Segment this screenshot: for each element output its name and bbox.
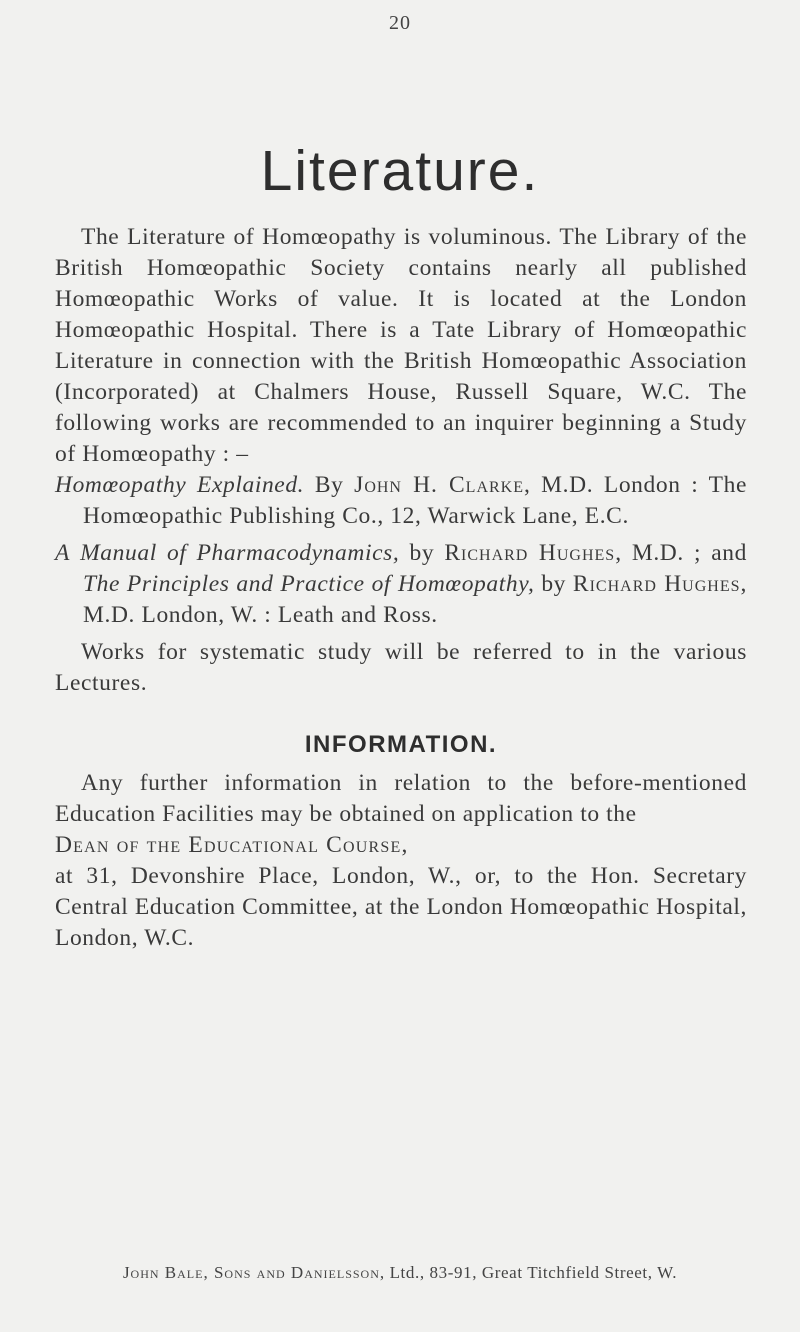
- address-paragraph: at 31, Devonshire Place, London, W., or, to the Hon. Secretary Central Education Committee, at the London Homœopathic Hospital, London, W.C.: [55, 863, 747, 951]
- book-entry-pharmacodynamics: [55, 538, 747, 631]
- body-text: [55, 222, 747, 954]
- page-number: 20: [389, 12, 411, 34]
- page-title: Literature.: [260, 139, 540, 203]
- works-note: Works for systematic study will be referred to in the various Lectures.: [55, 639, 747, 696]
- publisher-info: , M.D. London : The Homœopathic Publishing Co., 12, Warwick Lane, E.C.: [83, 472, 747, 529]
- intro-paragraph: The Literature of Homœopathy is voluminous. The Library of the British Homœopathic Society contains nearly all published Homœopathic Works of value. It is located at the London Homœopathic Hospital. There is a Tate Library of Homœopathic Literature in connection with the British Homœopathic Association (Incorporated) at Chalmers House, Russell Square, W.C. The following works are recommended to an inquirer beginning a Study of Homœopathy : –: [55, 224, 747, 467]
- information-paragraph: Any further information in relation to the before-mentioned Education Facilities may be obtained on application to the: [55, 770, 747, 827]
- information-heading: INFORMATION.: [304, 731, 498, 758]
- author-name: Richard Hughes: [444, 540, 616, 566]
- book-entry-homoeopathy-explained: [55, 470, 747, 532]
- author-name: John H. Clarke: [354, 472, 524, 498]
- printer-footer: [0, 1263, 800, 1283]
- book-title: The Principles and Practice of Homœopathy,: [83, 571, 535, 597]
- by-word: By: [314, 472, 344, 498]
- printer-name: John Bale, Sons and Danielsson: [122, 1263, 380, 1282]
- connector-text: , M.D. ; and: [615, 540, 747, 566]
- book-title: Manual of Pharmacodynamics,: [80, 540, 400, 566]
- author-name: Richard Hughes: [572, 571, 741, 597]
- book-article: A: [55, 540, 70, 566]
- dean-title: Dean of the Educational Course,: [55, 832, 409, 858]
- by-word: by: [541, 571, 567, 597]
- by-word: by: [409, 540, 435, 566]
- printer-address: , Ltd., 83-91, Great Titchfield Street, W.: [379, 1263, 678, 1282]
- book-title: Homœopathy Explained.: [55, 472, 305, 498]
- publisher-info: , M.D. London, W. : Leath and Ross.: [83, 571, 747, 628]
